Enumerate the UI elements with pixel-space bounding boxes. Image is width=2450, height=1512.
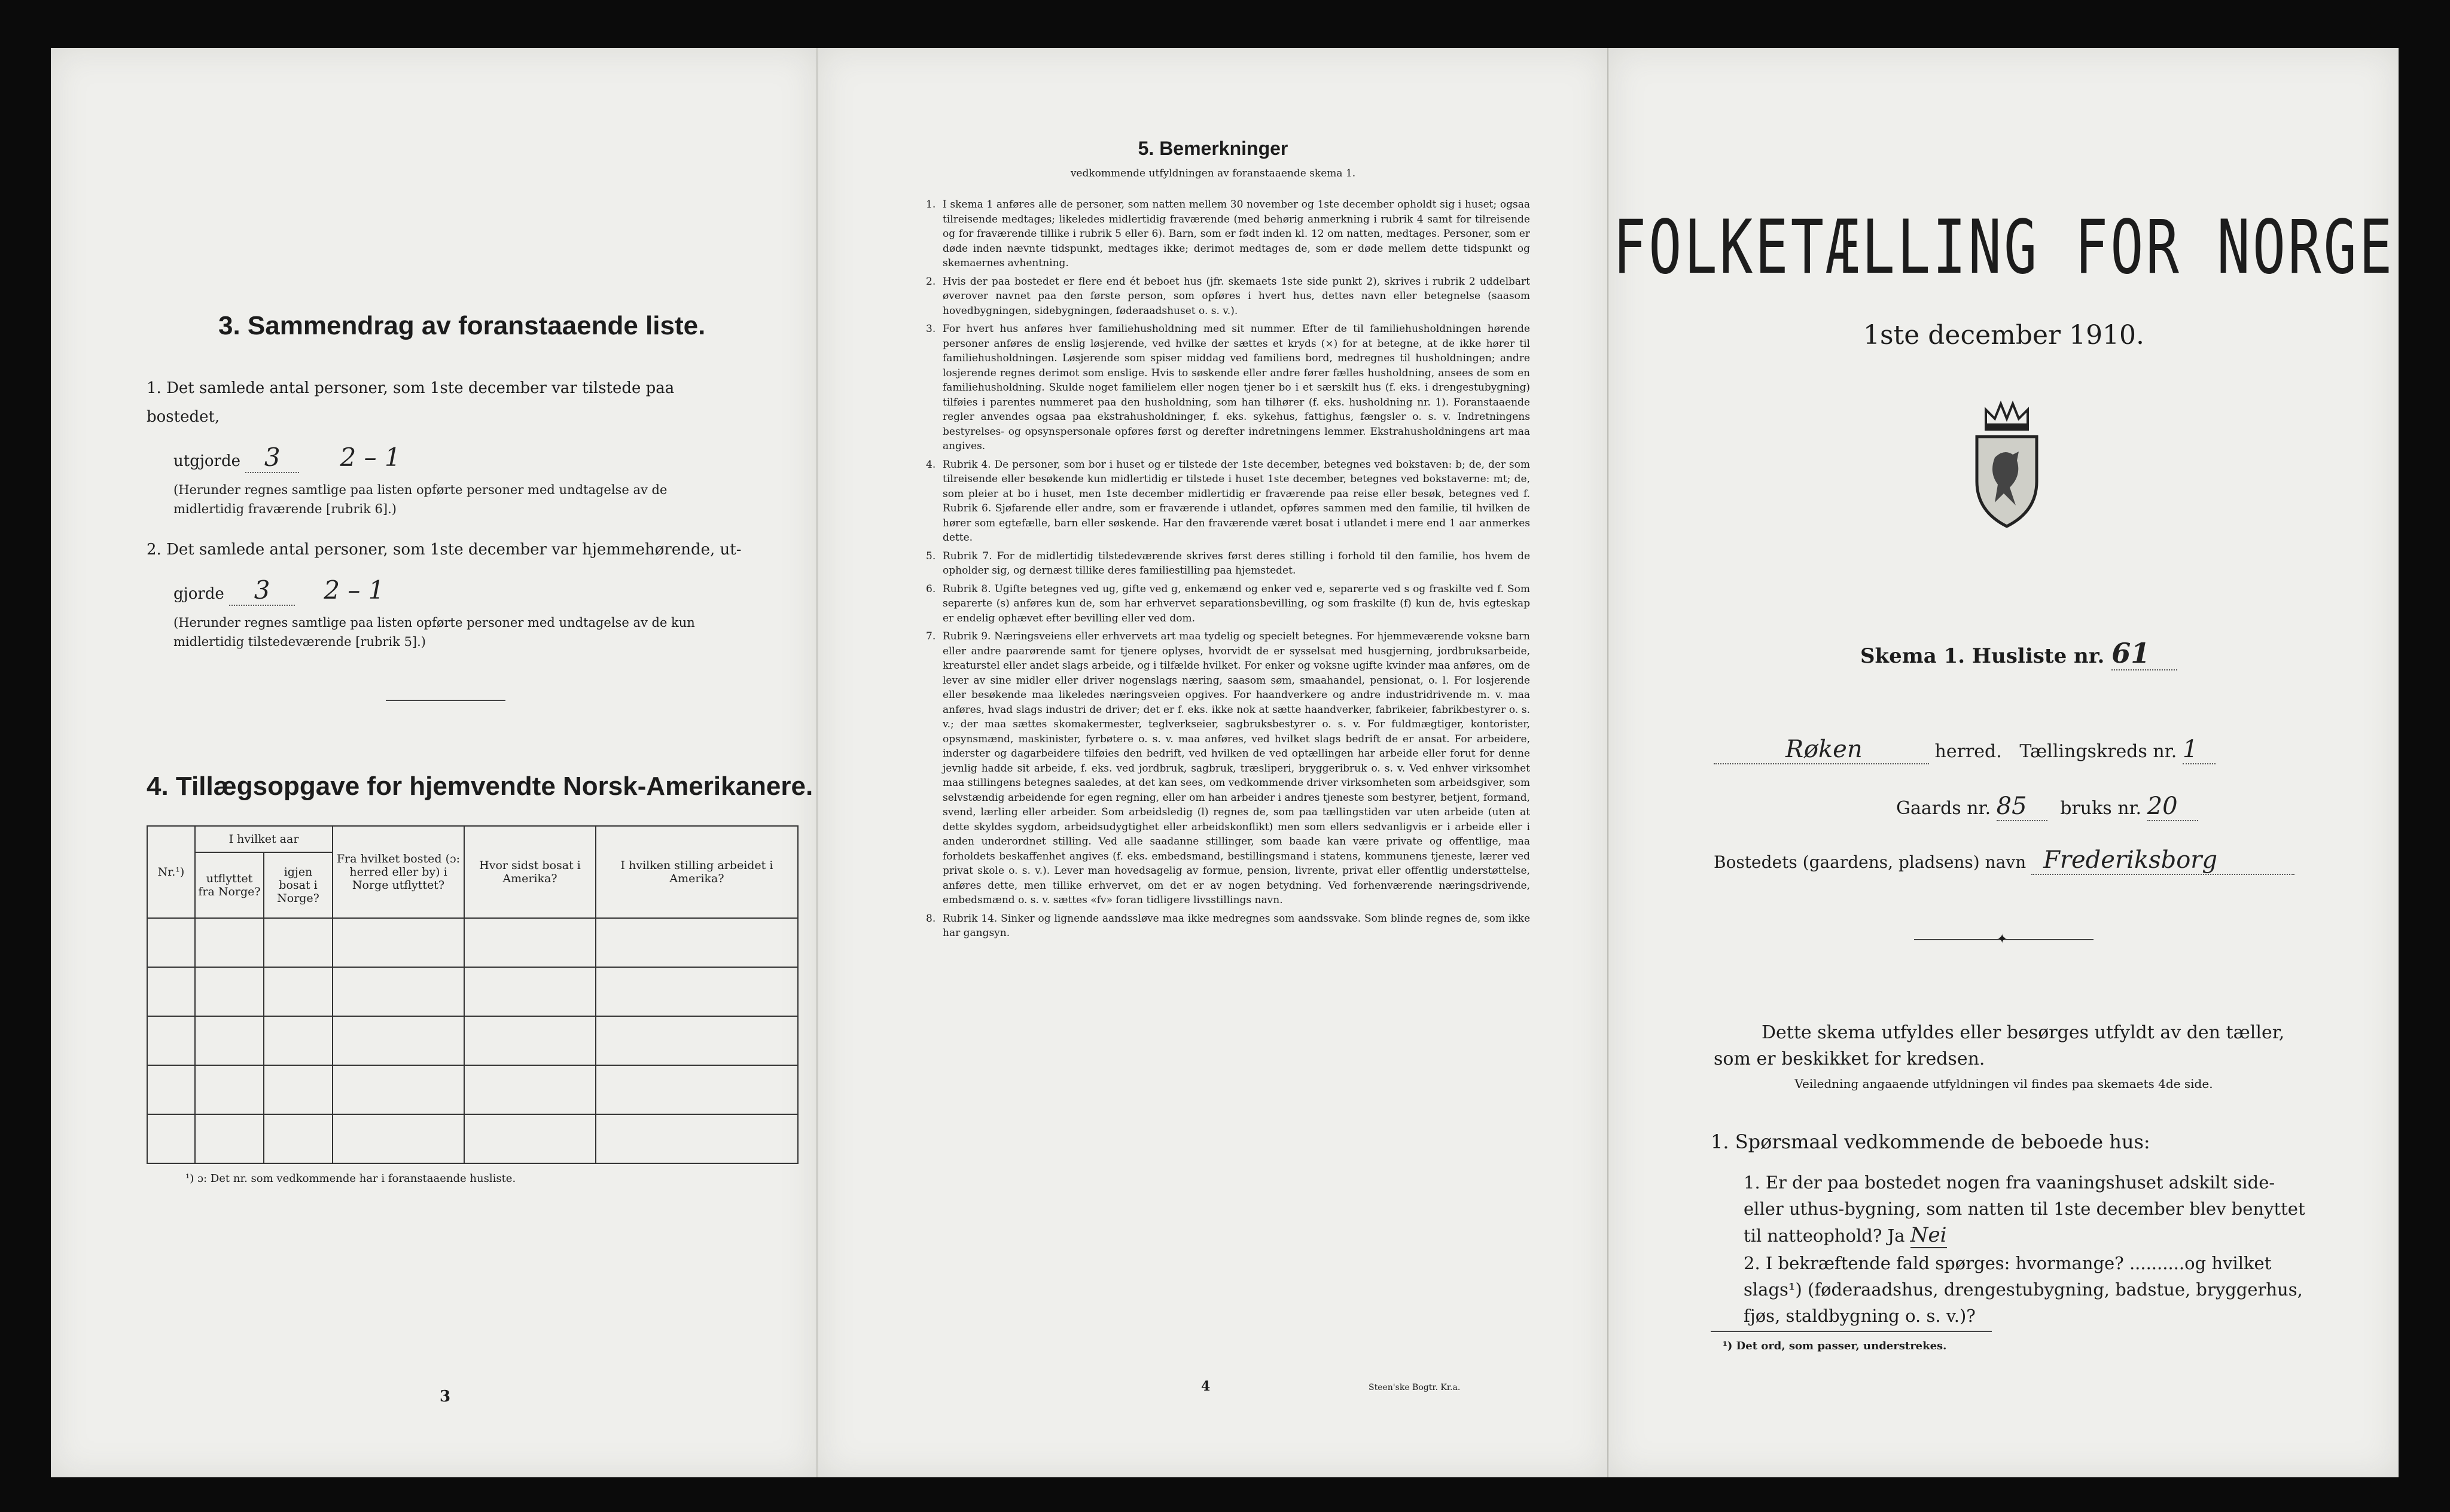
col-utflyttet: utflyttet fra Norge? (195, 852, 264, 918)
summary-item-1-value[interactable]: 3 (245, 443, 299, 473)
divider (386, 700, 505, 701)
col-hvor-bosat: Hvor sidst bosat i Amerika? (464, 826, 596, 918)
norsk-amerikanere-table (147, 825, 799, 1164)
summary-item-2 (147, 535, 745, 651)
remark-item: 1. I skema 1 anføres alle de personer, som natten mellem 30 november og 1ste december opholdt sig i huset; ogsaa tilreisende medtages; likeledes midlertidig fraværende (med behørig anmerkning i rubrik 4 samt for tilreisende og for fraværende tillike i rubrik 5 eller 6). Barn, som er født inden kl. 12 om natten, medtages. Personer, som er døde inden nævnte tidspunkt, medtages ikke; derimot medtages de, som er døde mellem dette tidspunkt og skemaernes avhentning. (926, 199, 1530, 269)
col-igjen-bosat: igjen bosat i Norge? (264, 852, 333, 918)
remark-item: 3. For hvert hus anføres hver familiehusholdning med sit nummer. Efter de til familiehusholdningen hørende personer anføres de enslig løsjerende, ved hvilke der sættes et kryds (×) for at betegne, at de ikke hører til familiehusholdningen. Løsjerende som spiser middag ved familiens bord, medregnes til husholdningen; andre losjerende regnes derimot som enslige. Hvis to søskende eller andre fører fælles husholdning, ansees de som en familiehusholdning. Skulde noget familielem eller nogen tjener bo i et særskilt hus (f. eks. i drengestubygning) tilføies i parentes nummeret paa den husholdning, som han tilhører (f. eks. husholdning nr. 1). Foranstaaende regler anvendes ogsaa paa ekstrahusholdninger, f. eks. sykehus, fattighus, fængsler o. s. v. Indretningens bestyrelses- og opsynspersonale opføres først og derefter indretningens lemmer. Ekstrahusholdningens art maa angives. (926, 323, 1530, 452)
remarks-list (926, 197, 1530, 941)
bruks-field[interactable]: 20 (2147, 792, 2198, 821)
bosted-field[interactable]: Frederiksborg (2031, 846, 2294, 875)
remarks-subtitle: vedkommende utfyldningen av foranstaaende skema 1. (1070, 167, 1356, 179)
remark-item: 4. Rubrik 4. De personer, som bor i huset og er tilstede der 1ste december, betegnes ved bokstaven: b; de, der som tilreisende eller besøkende kun midlertidig er tilstede i huset 1ste december, betegnes ved bokstaverne: mt; de, som pleier at bo i huset, men 1ste december midlertidig er fraværende paa reise eller besøk, betegnes ved f. Rubrik 6. Sjøfarende eller andre, som er fraværende i utlandet, opføres sammen med den familie, til hvilken de hører som egtefælle, barn eller søskende. Har den fraværende været bosat i utlandet i mere end 1 aar anmerkes dette. (926, 458, 1530, 544)
kreds-label: Tællingskreds nr. (2019, 741, 2177, 762)
summary-item-1-prefix: utgjorde (173, 452, 241, 470)
table-row[interactable] (147, 1114, 798, 1163)
husliste-nr-field[interactable]: 61 (2111, 637, 2177, 670)
instruction-text: Dette skema utfyldes eller besørges utfyldt av den tæller, som er beskikket for kredsen. (1714, 1022, 2285, 1069)
table-row[interactable] (147, 918, 798, 967)
herred-field[interactable]: Røken (1714, 736, 1929, 764)
page-1 (1609, 48, 2399, 1477)
table-row[interactable] (147, 1016, 798, 1065)
summary-item-1 (147, 374, 745, 519)
summary-item-1-text: 1. Det samlede antal personer, som 1ste december var tilstede paa bostedet, (147, 379, 675, 426)
col-nr: Nr.¹) (147, 826, 195, 918)
remark-item: 5. Rubrik 7. For de midlertidig tilstedeværende skrives først deres stilling i forhold til den familie, hos hvem de opholder sig, og dernæst tillike deres familiestilling paa hjemstedet. (926, 550, 1530, 577)
col-group-aar: I hvilket aar (195, 826, 333, 852)
kreds-field[interactable]: 1 (2183, 736, 2216, 764)
bosted-line (1714, 846, 2294, 875)
section-3-title: 3. Sammendrag av foranstaaende liste. (218, 311, 706, 340)
page-number: 3 (440, 1388, 451, 1406)
remark-item: 8. Rubrik 14. Sinker og lignende aandssløve maa ikke medregnes som aandssvake. Som blinde regnes de, som ikke har gangsyn. (926, 912, 1530, 939)
schema-label: Skema 1. Husliste nr. (1860, 644, 2105, 668)
remarks-title: 5. Bemerkninger (1138, 138, 1288, 159)
remark-item: 6. Rubrik 8. Ugifte betegnes ved ug, gifte ved g, enkemænd og enker ved e, separerte ved s og fraskilte ved f. Som separerte (s) anføres kun de, som har erhvervet separationsbevilling, og som fraskilte (f) kun de, hvis egteskap er endelig ophævet efter bevilling eller ved dom. (926, 583, 1530, 624)
ornament-icon: ✦ (1997, 932, 2008, 947)
section-4-title: 4. Tillægsopgave for hjemvendte Norsk-Amerikanere. (147, 772, 813, 801)
page-3 (51, 48, 816, 1477)
table-footnote: ¹) ɔ: Det nr. som vedkommende har i foranstaaende husliste. (185, 1172, 516, 1185)
question-1-title: 1. Spørsmaal vedkommende de beboede hus: (1711, 1130, 2150, 1153)
remark-item: 7. Rubrik 9. Næringsveiens eller erhvervets art maa tydelig og specielt betegnes. For hjemmeværende voksne barn eller andre paarørende samt for tjenere oplyses, hvorvidt de er sysselsat med husgjerning, jordbruksarbeide, kreaturstel eller andet slags arbeide, og i tilfælde hvilket. For enker og voksne ugifte kvinder maa anføres, om de lever av sine midler eller driver nogenslags næring, saasom søm, smaahandel, pensionat, o. l. For losjerende eller besøkende maa likeledes næringsveien opgives. For haandverkere og andre industridrivende m. v. maa anføres, hvad slags industri de driver; det er f. eks. ikke nok at sætte haandverker, fabrikeier, fabrikbestyrer o. s. v.; der maa sættes skomakermester, teglverkseier, sagbruksbestyrer o. s. v. For fuldmægtiger, kontorister, opsynsmænd, maskinister, fyrbøtere o. s. v. maa anføres, ved hvilket slags bedrift de er ansat. For arbeidere, inderster og dagarbeidere tilføies den bedrift, ved hvilken de ved optællingen har arbeide eller forut for denne jevnlig hadde sit arbeide, f. eks. ved jordbruk, sagbruk, træsliperi, bryggeribruk o. s. v. Ved enhver virksomhet maa stillingens betegnes saaledes, at det kan sees, om vedkommende driver virksomheten som arbeidsgiver, som selvstændig arbeidende for egen regning, eller om han arbeider i andres tjeneste som bestyrer, betjent, formand, svend, lærling eller arbeider. Som arbeidsledig (l) regnes de, som paa tællingstiden var uten arbeide (uten at dette skyldes sygdom, arbeidsudygtighet eller arbeidskonflikt) men som ellers sedvanligvis er i arbeide eller i anden underordnet stilling. Ved alle saadanne stillinger, som baade kan være private og offentlige, maa forholdets beskaffenhet angives (f. eks. embedsmand, bestillingsmand i statens, kommunens tjeneste, lærer ved privat skole o. s. v.). Lever man hovedsagelig av formue, pension, livrente, privat eller offentlig understøttelse, anføres dette, men tillike erhvervet, om det er av nogen betydning. Ved forhenværende næringsdrivende, embedsmænd o. s. v. sættes «fv» foran tidligere livsstillings navn. (926, 630, 1530, 906)
table-row[interactable] (147, 967, 798, 1016)
summary-item-2-split: 2 – 1 (324, 575, 385, 605)
guidance-text: Veiledning angaaende utfyldningen vil findes paa skemaets 4de side. (1794, 1077, 2213, 1091)
norway-coat-of-arms-icon (1962, 392, 2052, 529)
answer-ja-label[interactable]: Ja (1887, 1226, 1905, 1246)
bruks-label: bruks nr. (2060, 798, 2142, 819)
question-1-1 (1744, 1169, 2312, 1249)
schema-line (1860, 637, 2177, 670)
census-title: FOLKETÆLLING FOR NORGE (1613, 204, 2395, 291)
summary-item-1-split: 2 – 1 (340, 443, 401, 472)
gaards-label: Gaards nr. (1896, 798, 1991, 819)
gaards-field[interactable]: 85 (1997, 792, 2047, 821)
divider (1711, 1331, 1992, 1332)
gaards-line (1896, 792, 2198, 821)
col-stilling: I hvilken stilling arbeidet i Amerika? (596, 826, 798, 918)
col-fra-bosted: Fra hvilket bosted (ɔ: herred eller by) i Norge utflyttet? (333, 826, 464, 918)
summary-item-2-value[interactable]: 3 (229, 576, 295, 606)
remark-item: 2. Hvis der paa bostedet er flere end ét beboet hus (jfr. skemaets 1ste side punkt 2), skrives i rubrik 2 uddelbart øverover navnet paa den første person, som opføres i hvert hus, dettes navn eller betegnelse (saasom hovedbygningen, sidebygningen, føderaadshuset o. s. v.). (926, 275, 1530, 317)
question-1-2: 2. I bekræftende fald spørges: hvormange? ..........og hvilket slags¹) (føderaadshus, drengestubygning, badstue, bryggerhus, fjøs, staldbygning o. s. v.)? (1744, 1253, 2303, 1326)
summary-item-1-note: (Herunder regnes samtlige paa listen opførte personer med undtagelse av de midlertidig fraværende [rubrik 6].) (173, 483, 668, 516)
summary-item-2-note: (Herunder regnes samtlige paa listen opførte personer med undtagelse av de kun midlertidig tilstedeværende [rubrik 5].) (173, 615, 695, 649)
question-1-1-text: 1. Er der paa bostedet nogen fra vaaningshuset adskilt side- eller uthus-bygning, som natten til 1ste december blev benyttet til natteophold? (1744, 1172, 2305, 1246)
table-row[interactable] (147, 1065, 798, 1114)
census-date: 1ste december 1910. (1863, 320, 2145, 350)
printer-mark: Steen'ske Bogtr. Kr.a. (1369, 1383, 1461, 1392)
bosted-label: Bostedets (gaardens, pladsens) navn (1714, 852, 2027, 872)
page-number: 4 (1201, 1379, 1211, 1394)
herred-line (1714, 736, 2216, 764)
summary-item-2-prefix: gjorde (173, 585, 224, 603)
summary-item-2-text: 2. Det samlede antal personer, som 1ste december var hjemmehørende, ut- (147, 541, 742, 559)
answer-nei[interactable]: Nei (1910, 1223, 1947, 1247)
herred-label: herred. (1934, 741, 2002, 762)
page-4 (818, 48, 1608, 1477)
page1-footnote: ¹) Det ord, som passer, understrekes. (1723, 1340, 1947, 1352)
